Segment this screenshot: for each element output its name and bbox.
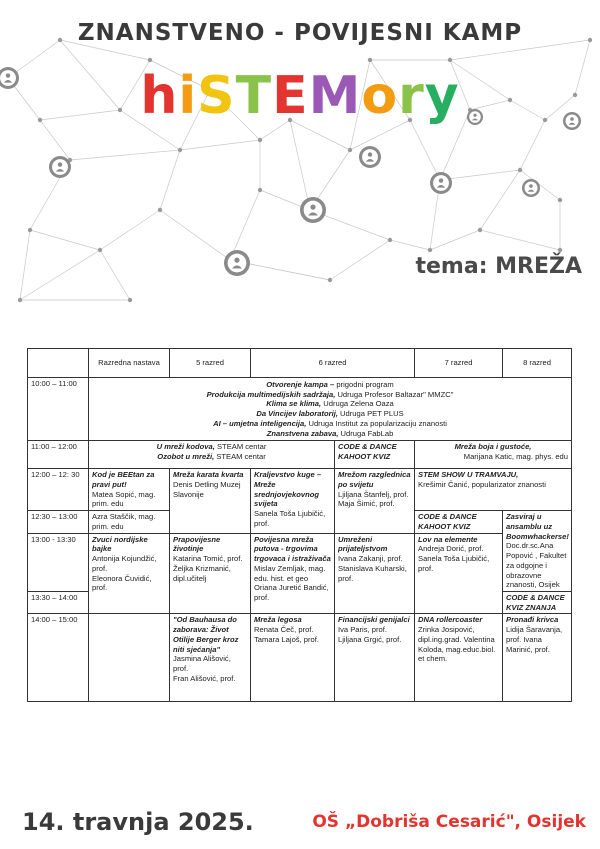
person-icon xyxy=(224,250,250,276)
network-node xyxy=(518,168,522,172)
activity-cell: "Od Bauhausa do zaborava: Život Otilije Berger kroz niti sjećanja" Jasmina Ališović, prof. Fran Ališović, prof. xyxy=(170,614,251,702)
network-node xyxy=(258,138,262,142)
time-cell: 14:00 – 15:00 xyxy=(28,614,89,702)
network-node xyxy=(148,58,152,62)
network-line xyxy=(290,120,310,210)
time-cell: 11:00 – 12:00 xyxy=(28,441,89,469)
network-node xyxy=(258,188,262,192)
list-item: Da Vincijev laboratorij, Udruga PET PLUS xyxy=(256,409,404,419)
header-7-razred: 7 razred xyxy=(415,349,503,378)
person-icon xyxy=(522,179,540,197)
activity-cell: Prapovijesne životinje Katarina Tomić, prof. Željka Krizmanić, dipl.učitelj xyxy=(170,533,251,614)
table-row xyxy=(28,378,572,441)
activity-cell: CODE & DANCE KAHOOT KVIZ xyxy=(335,441,415,469)
network-line xyxy=(480,230,560,250)
network-line xyxy=(30,230,100,250)
time-cell: 12:00 – 12: 30 xyxy=(28,469,89,511)
logo-letter: E xyxy=(272,66,309,126)
network-node xyxy=(18,298,22,302)
activity-cell: Mreža boja i gustoće, Marijana Katic, mag. phys. edu xyxy=(415,441,572,469)
activity-cell: CODE & DANCE KAHOOT KVIZ xyxy=(415,511,503,533)
event-date: 14. travnja 2025. xyxy=(22,808,254,836)
network-node xyxy=(328,278,332,282)
list-item: Znanstvena zabava, Udruga FabLab xyxy=(266,428,394,438)
opening-cell xyxy=(89,378,572,441)
activity-cell: CODE & DANCE KVIZ ZNANJA xyxy=(503,591,572,613)
network-node xyxy=(178,148,182,152)
person-icon xyxy=(359,146,381,168)
header-6-razred: 6 razred xyxy=(251,349,415,378)
network-node xyxy=(388,238,392,242)
time-cell: 13:30 – 14:00 xyxy=(28,591,89,613)
activity-cell: Zasviraj u ansamblu uz Boomwhackerse! Doc.dr.sc.Ana Popović , Fakultet za odgojne i obrazovne znanosti, Osijek xyxy=(503,511,572,592)
logo-letter: T xyxy=(235,66,273,126)
logo-letter: S xyxy=(197,66,236,126)
list-item: Produkcija multimedijskih sadržaja, Udruga Profesor Baltazar" MMZC" xyxy=(206,389,454,399)
activity-cell: U mreži kodova, STEAM centar Ozobot u mreži, STEAM centar xyxy=(89,441,335,469)
network-line xyxy=(20,250,100,300)
logo-letter: y xyxy=(424,66,460,126)
activity-cell: Financijski genijalci Iva Paris, prof. Ljiljana Grgić, prof. xyxy=(335,614,415,702)
network-line xyxy=(330,240,390,280)
activity-cell: Azra Staščik, mag. prim. edu xyxy=(89,511,170,533)
network-node xyxy=(448,58,452,62)
network-line xyxy=(100,210,160,250)
network-node xyxy=(158,208,162,212)
network-node xyxy=(98,248,102,252)
theme-label: tema: MREŽA xyxy=(415,254,582,279)
list-item: AI – umjetna inteligencija, Udruga Institut za popularizaciju znanosti xyxy=(213,418,447,428)
logo-letter: i xyxy=(178,66,198,126)
histemory-logo xyxy=(0,66,600,126)
activity-cell: Kod je BEEtan za pravi put! Matea Sopić, mag. prim. edu xyxy=(89,469,170,511)
person-icon xyxy=(300,197,326,223)
table-row xyxy=(28,533,572,591)
network-line xyxy=(410,120,440,180)
network-node xyxy=(478,228,482,232)
logo-letter: o xyxy=(361,66,399,126)
activity-cell: Lov na elemente Andreja Dorić, prof. Sanela Toša Ljubičić, prof. xyxy=(415,533,503,614)
table-row xyxy=(28,469,572,511)
activity-cell: Pronađi krivca Lidija Šaravanja, prof. Ivana Marinić, prof. xyxy=(503,614,572,702)
activity-cell xyxy=(89,614,170,702)
schedule-table xyxy=(27,348,572,702)
network-line xyxy=(480,170,520,230)
network-node xyxy=(28,228,32,232)
network-line xyxy=(440,170,520,180)
network-line xyxy=(160,210,230,260)
activity-cell: Povijesna mreža putova - trgovima trgovaca i istraživača Mislav Zemljak, mag. edu. hist. et geo Oriana Juretić Bandić, prof. xyxy=(251,533,335,614)
logo-letter: r xyxy=(398,66,425,126)
school-name: OŠ „Dobriša Cesarić", Osijek xyxy=(312,812,586,832)
network-line xyxy=(520,120,545,170)
list-item: Klima se klima, Udruga Zelena Oaza xyxy=(266,399,394,409)
network-line xyxy=(70,150,180,160)
logo-letter: h xyxy=(140,66,179,126)
network-node xyxy=(558,248,562,252)
network-line xyxy=(160,150,180,210)
header-8-razred: 8 razred xyxy=(503,349,572,378)
header-razredna: Razredna nastava xyxy=(89,349,170,378)
camp-title: ZNANSTVENO - POVIJESNI KAMP xyxy=(77,20,523,46)
table-row xyxy=(28,614,572,702)
network-node xyxy=(128,298,132,302)
activity-cell: STEM SHOW U TRAMVAJU, Krešimir Čanić, popularizator znanosti xyxy=(415,469,572,511)
network-line xyxy=(180,140,260,150)
activity-cell: DNA rollercoaster Zrinka Josipović, dipl.ing.grad. Valentina Koloda, mag.educ.biol. et chem. xyxy=(415,614,503,702)
table-row xyxy=(28,441,572,469)
activity-cell: Mreža legosa Renata Čeč, prof. Tamara Lajoš, prof. xyxy=(251,614,335,702)
network-node xyxy=(368,58,372,62)
activity-cell: Umreženi prijateljstvom Ivana Zakanji, prof. Stanislava Kuharski, prof. xyxy=(335,533,415,614)
network-line xyxy=(40,120,70,160)
activity-cell: Mrežom razglednica po svijetu Ljiljana Štanfelj, prof. Maja Šimić, prof. xyxy=(335,469,415,533)
activity-cell: Zvuci nordijske bajke Antonija Kojundžić, prof. Eleonora Čuvidić, prof. xyxy=(89,533,170,614)
network-node xyxy=(558,198,562,202)
person-icon xyxy=(430,172,452,194)
network-line xyxy=(430,230,480,250)
network-node xyxy=(428,248,432,252)
header-empty xyxy=(28,349,89,378)
time-cell: 10:00 – 11:00 xyxy=(28,378,89,441)
list-item: Otvorenje kampa – prigodni program xyxy=(266,380,394,389)
person-icon xyxy=(49,156,71,178)
network-line xyxy=(390,240,430,250)
header-5-razred: 5 razred xyxy=(170,349,251,378)
time-cell: 13:00 - 13:30 xyxy=(28,533,89,591)
network-node xyxy=(348,148,352,152)
time-cell: 12:30 – 13:00 xyxy=(28,511,89,533)
activity-cell: Kraljevstvo kuge – Mreže srednjovjekovnog svijeta Sanela Toša Ljubičić, prof. xyxy=(251,469,335,533)
activity-cell: Mreža karata kvarta Denis Detling Muzej Slavonije xyxy=(170,469,251,533)
network-line xyxy=(100,250,130,300)
network-line xyxy=(230,190,260,260)
table-header-row xyxy=(28,349,572,378)
network-line xyxy=(20,230,30,300)
logo-letter: M xyxy=(308,66,362,126)
